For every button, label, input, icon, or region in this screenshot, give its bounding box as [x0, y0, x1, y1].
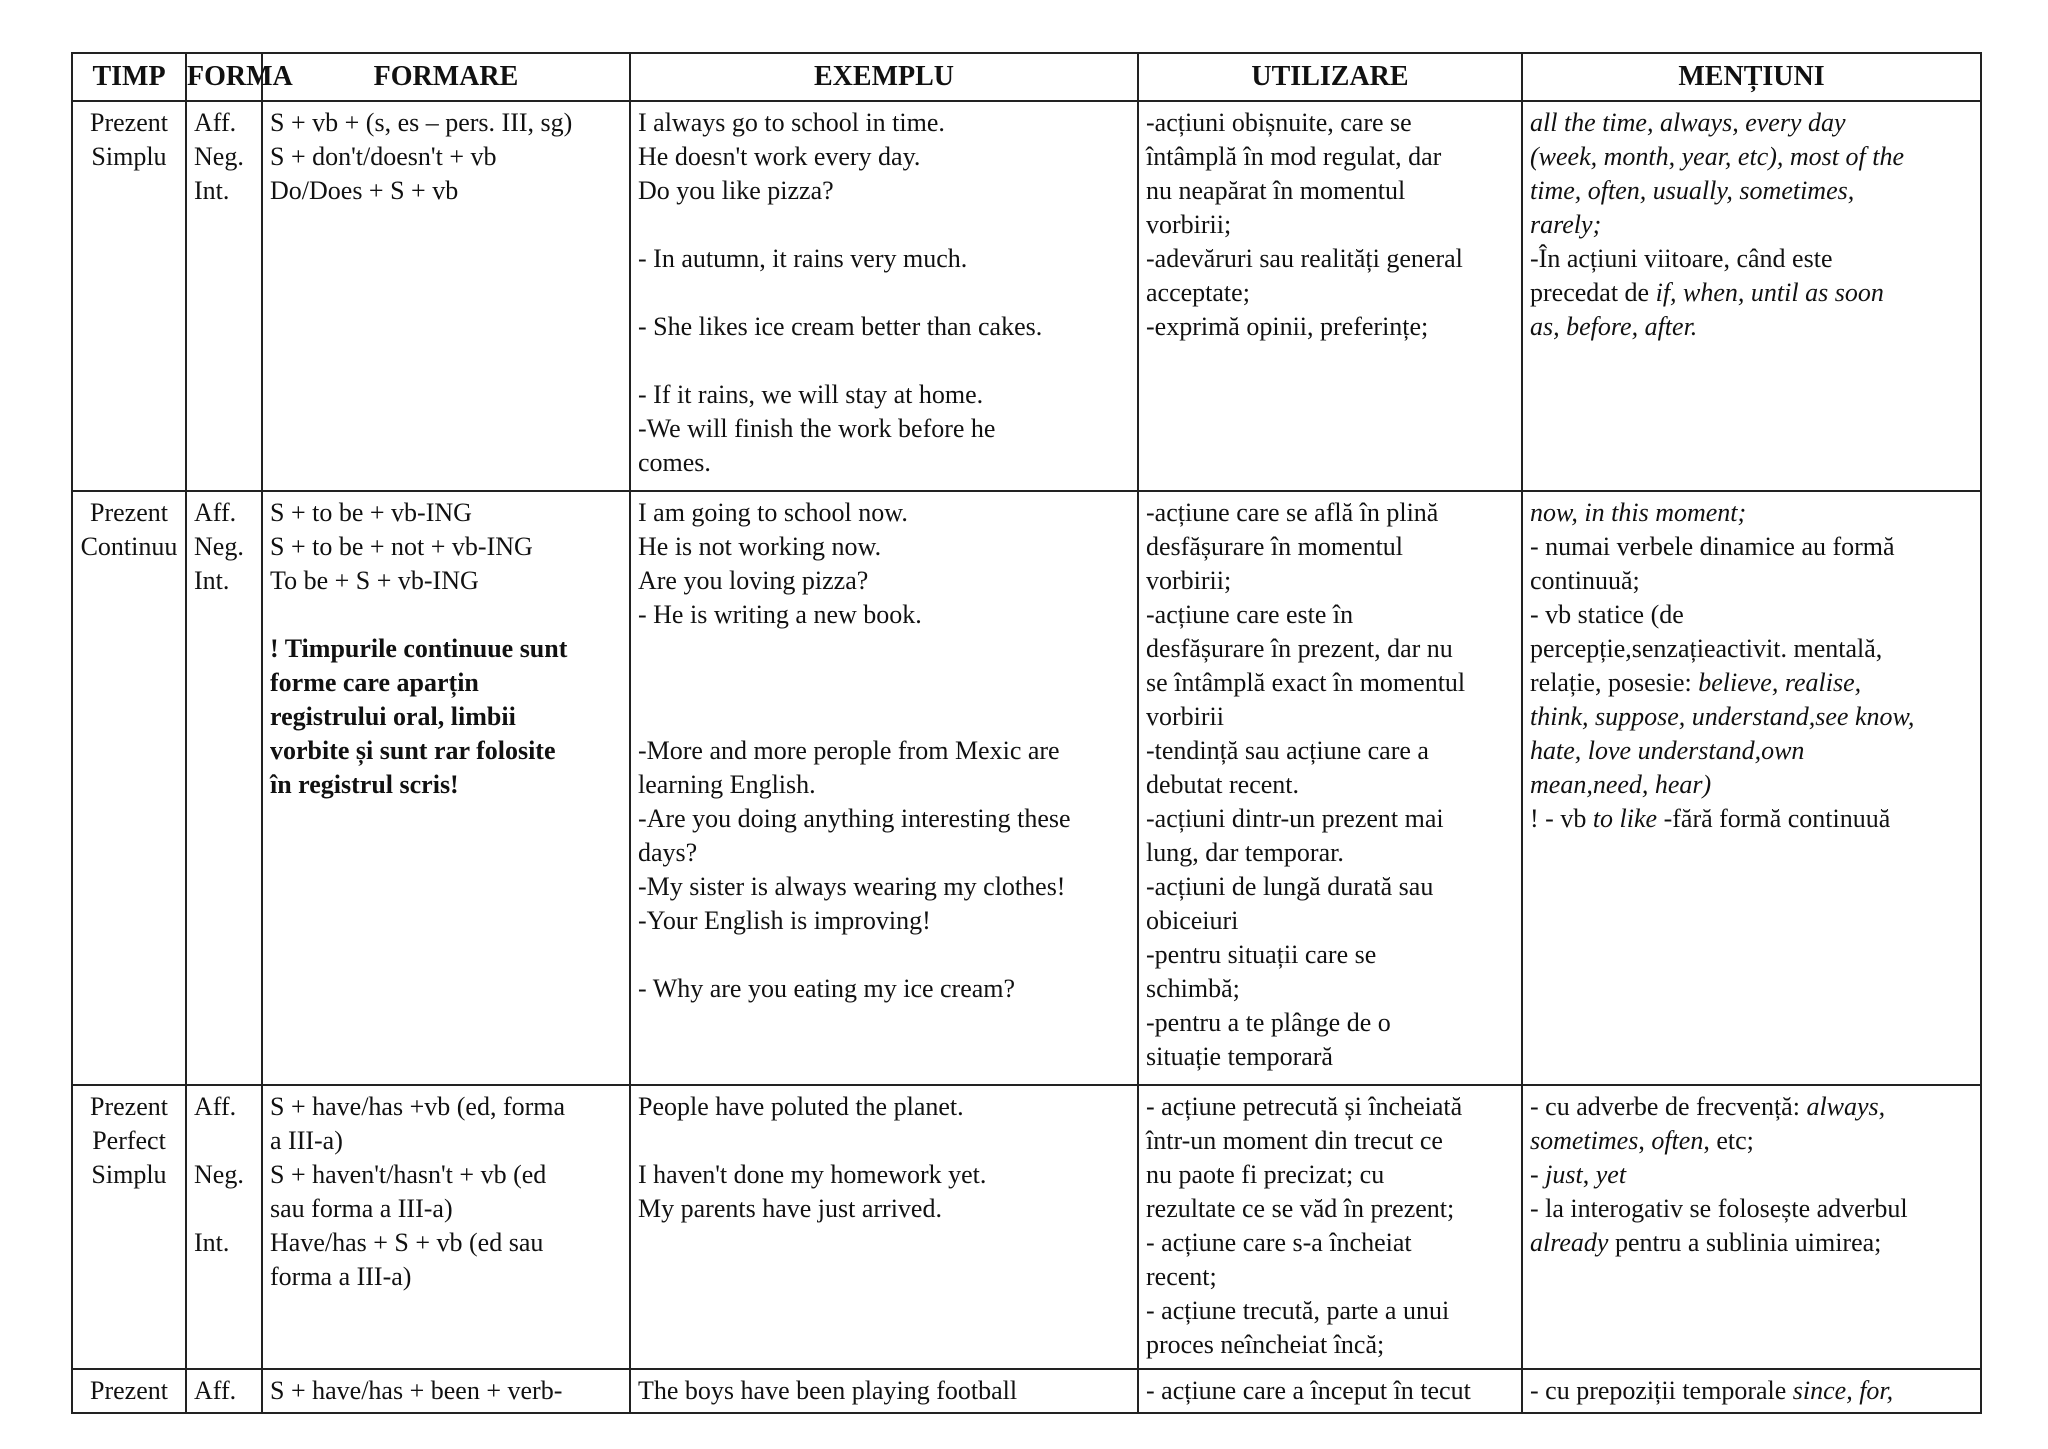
mentiuni-line: already pentru a sublinia uimirea; — [1530, 1228, 1882, 1257]
exemplu-line: Do you like pizza? — [638, 176, 834, 205]
utilizare-line: desfășurare în momentul — [1146, 532, 1404, 561]
exemplu-cell — [630, 491, 1138, 1085]
utilizare-cell — [1138, 1369, 1522, 1413]
utilizare-cell — [1138, 101, 1522, 491]
formare-line: Do/Does + S + vb — [270, 176, 459, 205]
formare-cell — [262, 101, 630, 491]
exemplu-line: -Your English is improving! — [638, 906, 931, 935]
header-forma: FORMA — [186, 53, 262, 101]
forma-neg: Neg. — [194, 1160, 244, 1189]
utilizare-line: - acțiune trecută, parte a unui — [1146, 1296, 1450, 1325]
utilizare-line: -acțiune care se află în plină — [1146, 498, 1439, 527]
utilizare-line: se întâmplă exact în momentul — [1146, 668, 1466, 697]
utilizare-line: situație temporară — [1146, 1042, 1333, 1071]
row-prezent-perfect-continuu — [72, 1369, 1981, 1413]
timp-cell — [72, 101, 186, 491]
exemplu-line: Are you loving pizza? — [638, 566, 869, 595]
forma-cell — [186, 101, 262, 491]
utilizare-line: desfășurare în prezent, dar nu — [1146, 634, 1453, 663]
mentiuni-line: - numai verbele dinamice au formă — [1530, 532, 1895, 561]
utilizare-line: -tendință sau acțiune care a — [1146, 736, 1429, 765]
exemplu-cell — [630, 101, 1138, 491]
timp-line: Prezent — [90, 1376, 168, 1405]
mentiuni-line: as, before, after. — [1530, 312, 1698, 341]
formare-line: Have/has + S + vb (ed sau — [270, 1228, 544, 1257]
utilizare-line: -acțiuni de lungă durată sau — [1146, 872, 1434, 901]
mentiuni-line: percepție,senzațieactivit. mentală, — [1530, 634, 1883, 663]
utilizare-line: rezultate ce se văd în prezent; — [1146, 1194, 1455, 1223]
utilizare-line: obiceiuri — [1146, 906, 1239, 935]
row-prezent-continuu — [72, 491, 1981, 1085]
header-timp: TIMP — [72, 53, 186, 101]
utilizare-line: vorbirii — [1146, 702, 1224, 731]
utilizare-line: proces neîncheiat încă; — [1146, 1330, 1385, 1359]
tenses-table — [71, 52, 1982, 1414]
exemplu-line: -We will finish the work before he — [638, 414, 996, 443]
formare-cell — [262, 491, 630, 1085]
formare-note: ! Timpurile continuue sunt — [270, 634, 568, 663]
formare-note: registrului oral, limbii — [270, 702, 516, 731]
utilizare-line: -acțiune care este în — [1146, 600, 1354, 629]
mentiuni-line: continuuă; — [1530, 566, 1640, 595]
timp-cell — [72, 1085, 186, 1369]
row-prezent-perfect-simplu — [72, 1085, 1981, 1369]
formare-line: forma a III-a) — [270, 1262, 412, 1291]
forma-int: Int. — [194, 566, 230, 595]
mentiuni-line: (week, month, year, etc), most of the — [1530, 142, 1905, 171]
exemplu-line: -Are you doing anything interesting these — [638, 804, 1071, 833]
mentiuni-line: ! - vb to like -fără formă continuuă — [1530, 804, 1891, 833]
header-row — [72, 53, 1981, 101]
formare-note: forme care aparțin — [270, 668, 479, 697]
forma-cell — [186, 1369, 262, 1413]
formare-note: vorbite și sunt rar folosite — [270, 736, 556, 765]
exemplu-line: days? — [638, 838, 698, 867]
header-mentiuni: MENȚIUNI — [1522, 53, 1981, 101]
exemplu-line: -More and more perople from Mexic are — [638, 736, 1060, 765]
formare-line: S + have/has + been + verb- — [270, 1376, 563, 1405]
exemplu-line: The boys have been playing football — [638, 1376, 1018, 1405]
header-utilizare: UTILIZARE — [1138, 53, 1522, 101]
formare-line: S + have/has +vb (ed, forma — [270, 1092, 566, 1121]
utilizare-line: -exprimă opinii, preferințe; — [1146, 312, 1429, 341]
formare-cell — [262, 1369, 630, 1413]
exemplu-line: People have poluted the planet. — [638, 1092, 964, 1121]
utilizare-cell — [1138, 1085, 1522, 1369]
mentiuni-line: relație, posesie: believe, realise, — [1530, 668, 1862, 697]
exemplu-line: learning English. — [638, 770, 816, 799]
utilizare-line: - acțiune petrecută și încheiată — [1146, 1092, 1463, 1121]
utilizare-line: vorbirii; — [1146, 566, 1232, 595]
exemplu-line: -My sister is always wearing my clothes! — [638, 872, 1066, 901]
utilizare-line: nu paote fi precizat; cu — [1146, 1160, 1385, 1189]
timp-cell — [72, 491, 186, 1085]
formare-line: S + to be + not + vb-ING — [270, 532, 533, 561]
formare-line: S + vb + (s, es – pers. III, sg) — [270, 108, 573, 137]
exemplu-cell — [630, 1369, 1138, 1413]
timp-line: Prezent — [90, 498, 168, 527]
mentiuni-cell — [1522, 491, 1981, 1085]
header-formare: FORMARE — [262, 53, 630, 101]
timp-line: Simplu — [91, 142, 167, 171]
forma-aff: Aff. — [194, 1376, 237, 1405]
formare-line: sau forma a III-a) — [270, 1194, 453, 1223]
mentiuni-line: - vb statice (de — [1530, 600, 1684, 629]
mentiuni-cell — [1522, 101, 1981, 491]
mentiuni-line: rarely; — [1530, 210, 1602, 239]
utilizare-line: debutat recent. — [1146, 770, 1300, 799]
mentiuni-line: - just, yet — [1530, 1160, 1627, 1189]
header-exemplu: EXEMPLU — [630, 53, 1138, 101]
mentiuni-line: all the time, always, every day — [1530, 108, 1846, 137]
formare-line: a III-a) — [270, 1126, 343, 1155]
forma-int: Int. — [194, 176, 230, 205]
utilizare-line: lung, dar temporar. — [1146, 838, 1344, 867]
utilizare-line: -pentru situații care se — [1146, 940, 1377, 969]
utilizare-line: nu neapărat în momentul — [1146, 176, 1406, 205]
exemplu-line: He doesn't work every day. — [638, 142, 921, 171]
forma-aff: Aff. — [194, 498, 237, 527]
mentiuni-line: mean,need, hear) — [1530, 770, 1712, 799]
utilizare-line: - acțiune care s-a încheiat — [1146, 1228, 1412, 1257]
mentiuni-line: now, in this moment; — [1530, 498, 1747, 527]
formare-cell — [262, 1085, 630, 1369]
utilizare-line: recent; — [1146, 1262, 1217, 1291]
mentiuni-cell — [1522, 1085, 1981, 1369]
timp-line: Continuu — [80, 532, 178, 561]
mentiuni-line: - la interogativ se folosește adverbul — [1530, 1194, 1908, 1223]
exemplu-line: - He is writing a new book. — [638, 600, 922, 629]
forma-aff: Aff. — [194, 1092, 237, 1121]
exemplu-line: I always go to school in time. — [638, 108, 945, 137]
exemplu-line: - In autumn, it rains very much. — [638, 244, 968, 273]
utilizare-line: schimbă; — [1146, 974, 1240, 1003]
mentiuni-line: -În acțiuni viitoare, când este — [1530, 244, 1833, 273]
mentiuni-line: precedat de if, when, until as soon — [1530, 278, 1884, 307]
formare-line: S + to be + vb-ING — [270, 498, 472, 527]
timp-line: Simplu — [91, 1160, 167, 1189]
utilizare-line: într-un moment din trecut ce — [1146, 1126, 1443, 1155]
forma-aff: Aff. — [194, 108, 237, 137]
exemplu-line: I haven't done my homework yet. — [638, 1160, 987, 1189]
utilizare-line: -pentru a te plânge de o — [1146, 1008, 1391, 1037]
mentiuni-line: hate, love understand,own — [1530, 736, 1805, 765]
mentiuni-cell — [1522, 1369, 1981, 1413]
timp-line: Prezent — [90, 108, 168, 137]
formare-line: S + haven't/hasn't + vb (ed — [270, 1160, 547, 1189]
forma-neg: Neg. — [194, 142, 244, 171]
timp-line: Perfect — [92, 1126, 166, 1155]
forma-neg: Neg. — [194, 532, 244, 561]
utilizare-line: -acțiuni obișnuite, care se — [1146, 108, 1412, 137]
mentiuni-line: time, often, usually, sometimes, — [1530, 176, 1855, 205]
forma-int: Int. — [194, 1228, 230, 1257]
row-prezent-simplu — [72, 101, 1981, 491]
utilizare-line: - acțiune care a început în tecut — [1146, 1376, 1471, 1405]
mentiuni-line: think, suppose, understand,see know, — [1530, 702, 1915, 731]
timp-cell — [72, 1369, 186, 1413]
exemplu-line: My parents have just arrived. — [638, 1194, 942, 1223]
mentiuni-line: - cu prepoziții temporale since, for, — [1530, 1376, 1894, 1405]
exemplu-line: I am going to school now. — [638, 498, 908, 527]
forma-cell — [186, 491, 262, 1085]
timp-line: Prezent — [90, 1092, 168, 1121]
formare-note: în registrul scris! — [270, 770, 459, 799]
utilizare-line: întâmplă în mod regulat, dar — [1146, 142, 1442, 171]
utilizare-cell — [1138, 491, 1522, 1085]
exemplu-line: He is not working now. — [638, 532, 882, 561]
mentiuni-line: - cu adverbe de frecvență: always, — [1530, 1092, 1886, 1121]
utilizare-line: -acțiuni dintr-un prezent mai — [1146, 804, 1444, 833]
exemplu-line: - She likes ice cream better than cakes. — [638, 312, 1043, 341]
utilizare-line: vorbirii; — [1146, 210, 1232, 239]
utilizare-line: -adevăruri sau realități general — [1146, 244, 1463, 273]
mentiuni-line: sometimes, often, etc; — [1530, 1126, 1754, 1155]
exemplu-line: comes. — [638, 448, 711, 477]
formare-line: To be + S + vb-ING — [270, 566, 479, 595]
utilizare-line: acceptate; — [1146, 278, 1250, 307]
formare-line: S + don't/doesn't + vb — [270, 142, 497, 171]
forma-cell — [186, 1085, 262, 1369]
exemplu-cell — [630, 1085, 1138, 1369]
exemplu-line: - Why are you eating my ice cream? — [638, 974, 1016, 1003]
exemplu-line: - If it rains, we will stay at home. — [638, 380, 984, 409]
